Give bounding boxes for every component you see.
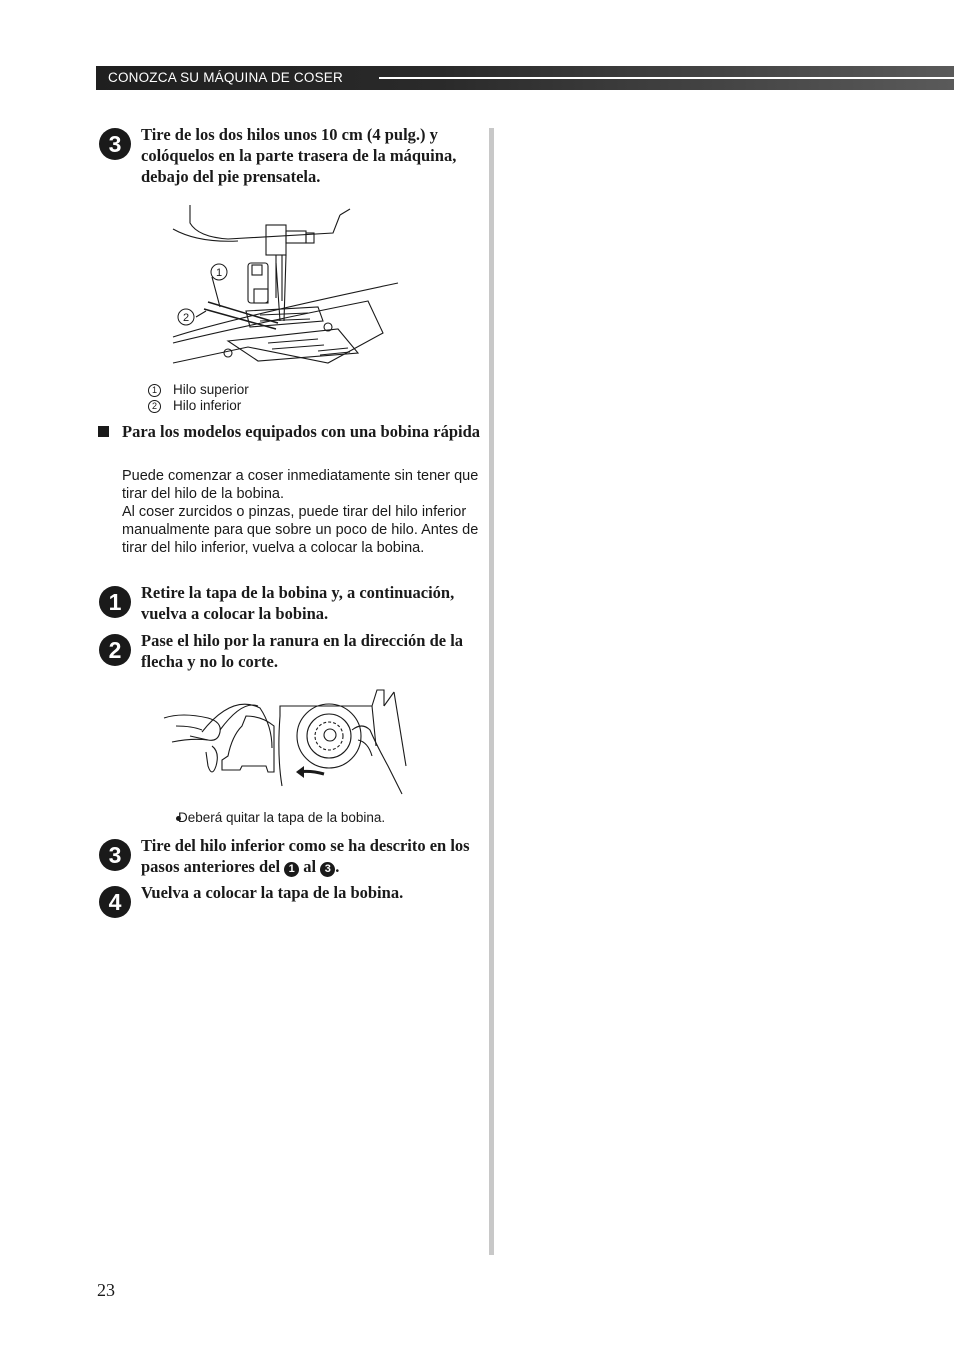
body-paragraph: Puede comenzar a coser inmediatamente sin tener que tirar del hilo de la bobina. (122, 468, 479, 502)
body-paragraph: Al coser zurcidos o pinzas, puede tirar del hilo inferior manualmente para que sobre un poco de hilo. Antes de tirar del hilo inferior, vuelva a colocar la bobina. (122, 504, 479, 556)
legend-label: Hilo superior (173, 382, 249, 397)
legend-number: 2 (148, 400, 161, 413)
step-number-badge: 1 (99, 586, 131, 618)
legend-label: Hilo inferior (173, 398, 242, 413)
header-title: CONOZCA SU MÁQUINA DE COSER (108, 70, 343, 85)
step-text-part: Tire del hilo inferior como se ha descrito en los pasos anteriores del (141, 836, 470, 876)
subsection-heading: Para los modelos equipados con una bobina rápida (122, 422, 481, 441)
bobbin-threading-illustration (162, 686, 412, 796)
legend-number: 1 (148, 384, 161, 397)
step-instruction: Vuelva a colocar la tapa de la bobina. (141, 883, 404, 902)
callout-2: 2 (182, 312, 190, 324)
step-number-badge: 3 (99, 128, 131, 160)
step-text-part: al (303, 857, 317, 876)
header-bar (96, 66, 954, 90)
step-instruction: Tire de los dos hilos unos 10 cm (4 pulg.) y colóquelos en la parte trasera de la máquina, debajo del pie prensatela. (141, 125, 457, 186)
step-instruction: Retire la tapa de la bobina y, a continuación, vuelva a colocar la bobina. (141, 583, 455, 623)
step-reference-badge: 1 (284, 862, 299, 877)
page-number: 23 (97, 1280, 115, 1300)
header-rule (379, 77, 954, 79)
callout-1: 1 (215, 267, 223, 279)
presser-foot-illustration (168, 203, 408, 373)
step-text-part: . (335, 857, 340, 876)
legend-item (148, 398, 249, 414)
subsection-body (122, 467, 482, 557)
step-reference-badge: 3 (320, 862, 335, 877)
figure-legend (148, 382, 249, 414)
step-number-badge: 4 (99, 886, 131, 918)
step-number-badge: 3 (99, 839, 131, 871)
column-divider (489, 128, 494, 1255)
legend-item (148, 382, 249, 398)
section-square-bullet (98, 426, 109, 437)
step-instruction: Pase el hilo por la ranura en la dirección de la flecha y no lo corte. (141, 631, 464, 671)
step-number-badge: 2 (99, 634, 131, 666)
step-instruction (141, 835, 481, 877)
note-text: Deberá quitar la tapa de la bobina. (178, 810, 386, 825)
